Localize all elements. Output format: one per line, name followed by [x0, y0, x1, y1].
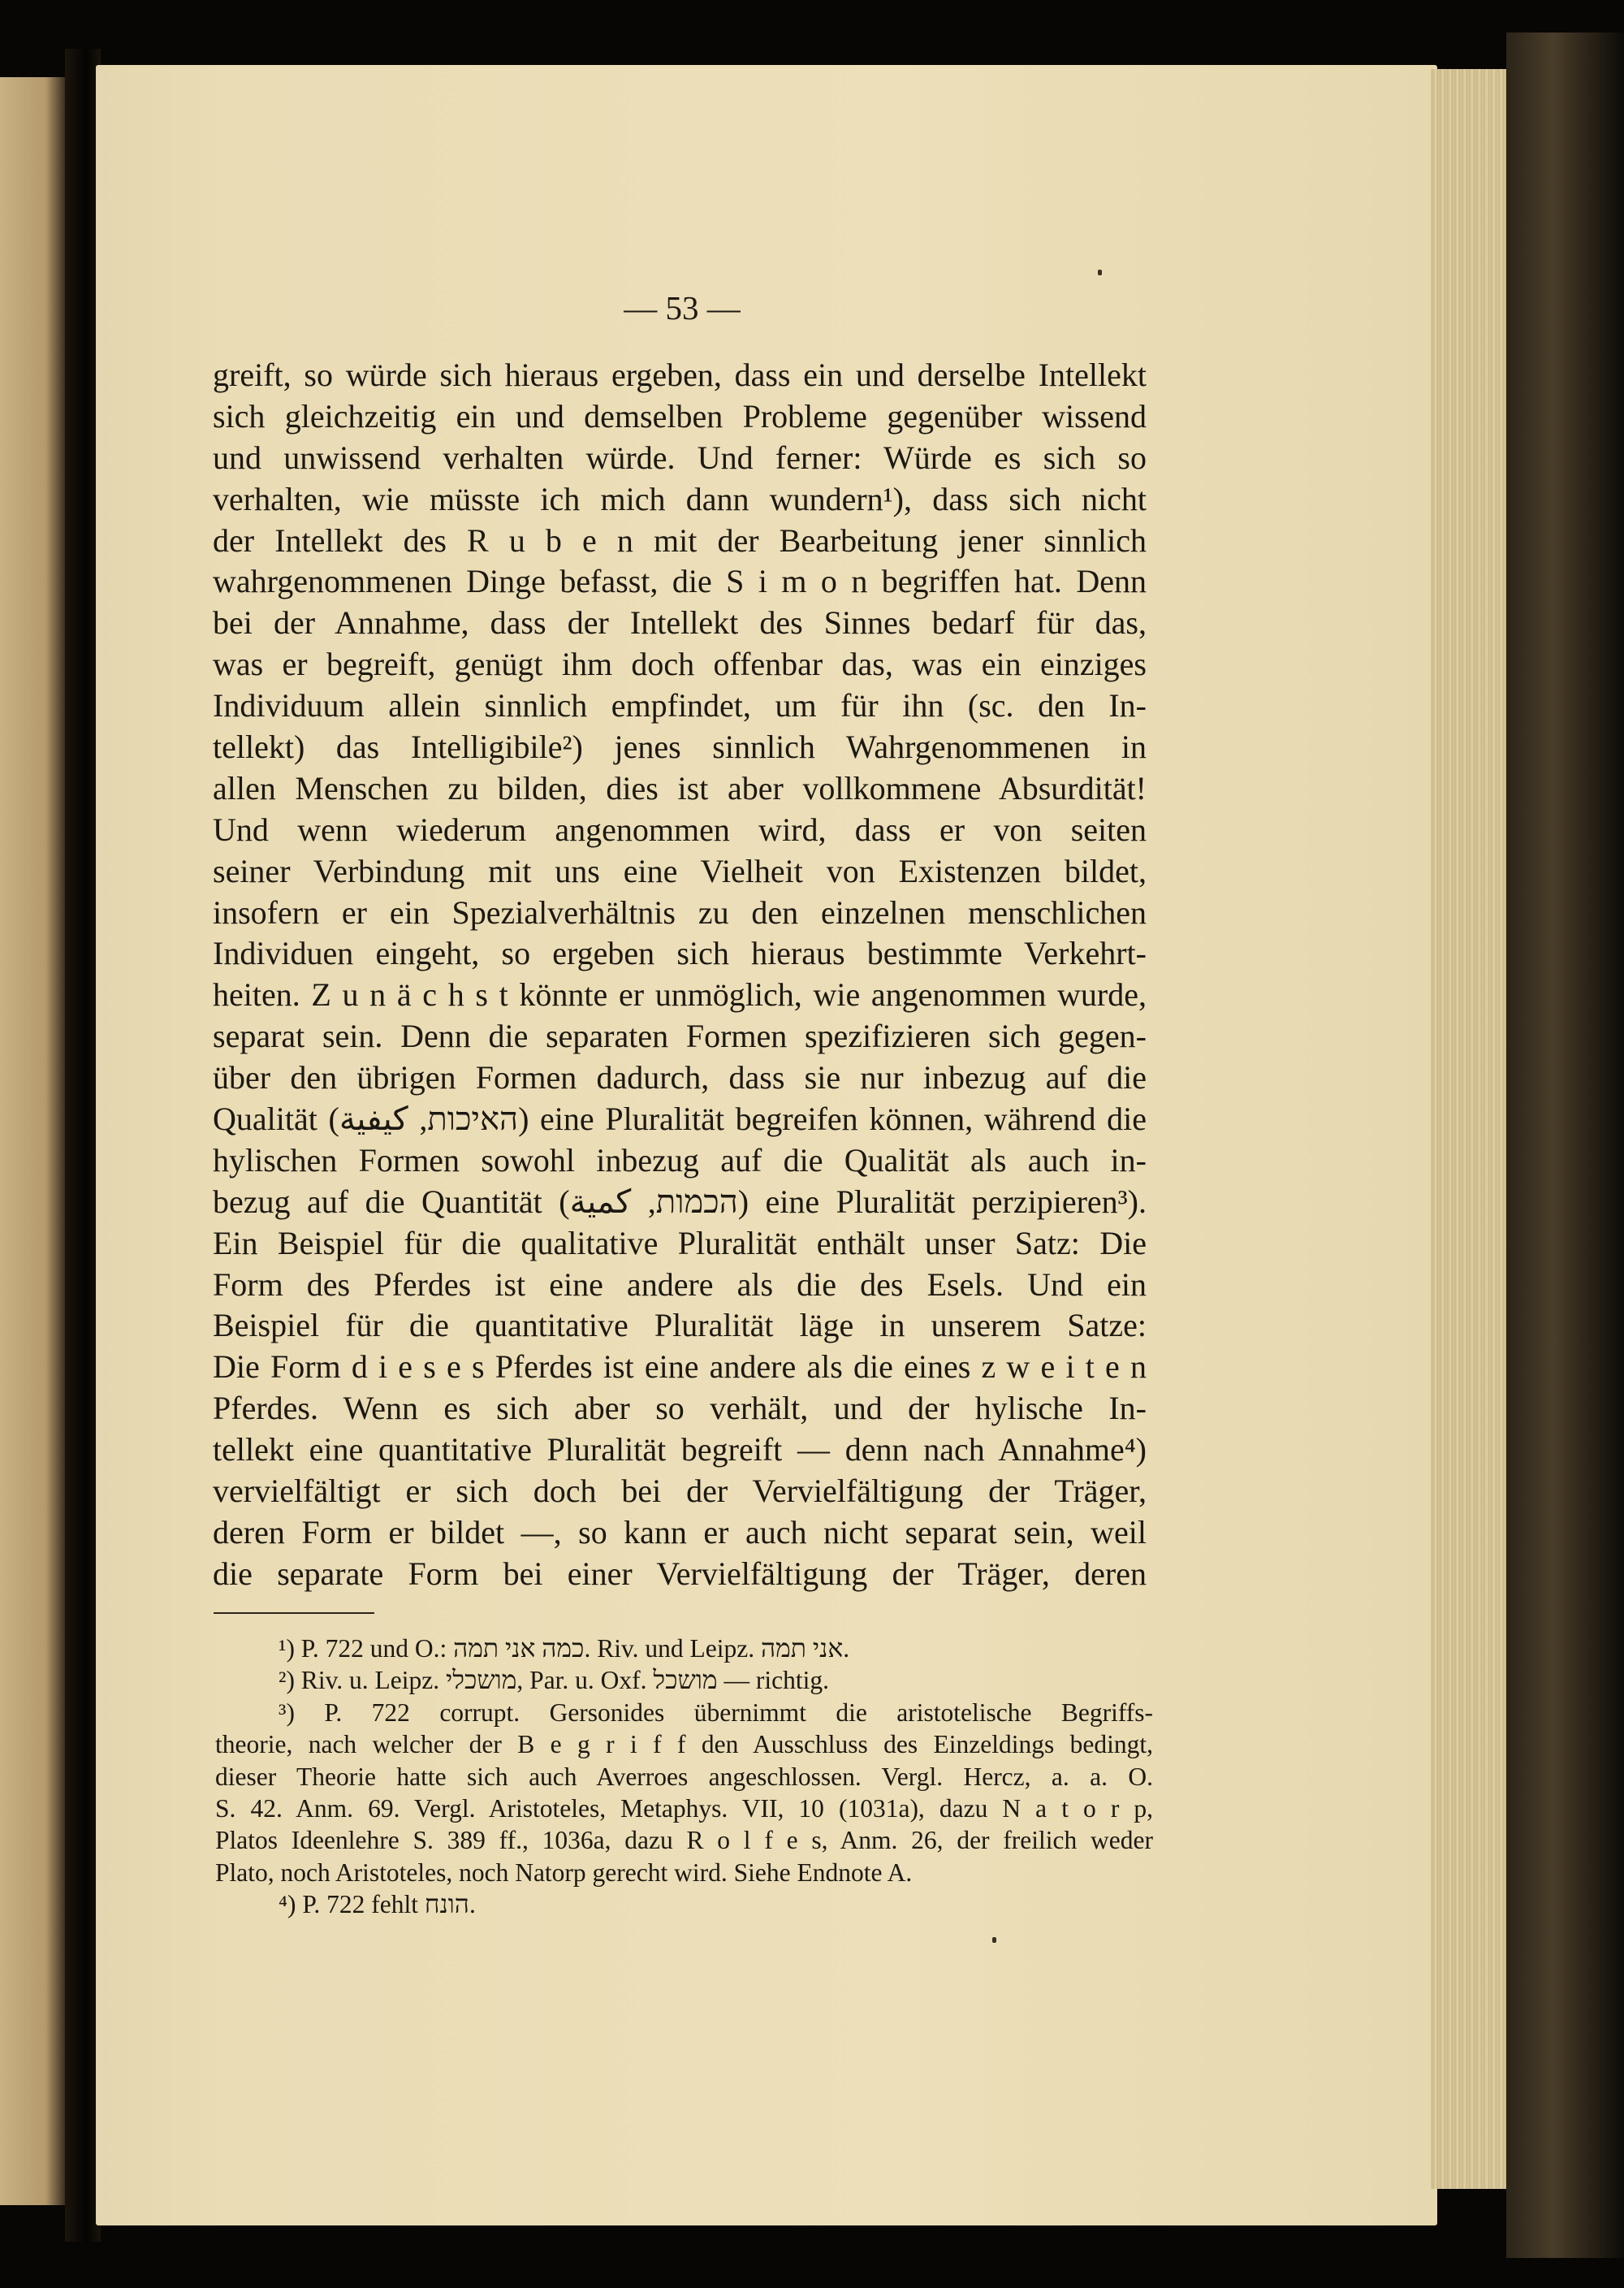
body-line: insofern er ein Spezialverhältnis zu den einzelnen menschlichen — [213, 893, 1147, 931]
footnote-line: ⁴) P. 722 fehlt הונח. — [279, 1890, 476, 1919]
footnote-line: S. 42. Anm. 69. Vergl. Aristoteles, Metaphys. VII, 10 (1031a), dazu N a t o r p, — [215, 1793, 1153, 1823]
body-line: die separate Form bei einer Vervielfältigung der Träger, deren — [213, 1555, 1147, 1592]
body-line: Die Form d i e s e s Pferdes ist eine andere als die eines z w e i t e n — [213, 1348, 1147, 1386]
body-line: wahrgenommenen Dinge befasst, die S i m o n begriffen hat. Denn — [213, 563, 1147, 600]
body-line: Individuum allein sinnlich empfindet, um für ihn (sc. den In- — [213, 687, 1147, 724]
body-line: hylischen Formen sowohl inbezug auf die Qualität als auch in- — [213, 1141, 1147, 1179]
footnote-line: Platos Ideenlehre S. 389 ff., 1036a, dazu R o l f e s, Anm. 26, der freilich weder — [215, 1826, 1153, 1855]
footnote-line: ³) P. 722 corrupt. Gersonides übernimmt die aristotelische Begriffs- — [279, 1698, 1153, 1727]
book-spine — [1506, 32, 1624, 2258]
footnote-line: theorie, nach welcher der B e g r i f f den Ausschluss des Einzeldings bedingt, — [215, 1730, 1153, 1759]
paper-speck — [992, 1937, 996, 1943]
body-line: separat sein. Denn die separaten Formen spezifizieren sich gegen- — [213, 1018, 1147, 1055]
left-page-edge — [0, 77, 65, 2205]
body-text — [213, 355, 1147, 1595]
paper-speck — [1098, 270, 1102, 275]
footnotes — [215, 1633, 1153, 1921]
body-line: bezug auf die Quantität (הכמות, كمية) eine Pluralität perzipieren³). — [213, 1183, 1147, 1220]
body-line: Ein Beispiel für die qualitative Pluralität enthält unser Satz: Die — [213, 1224, 1147, 1261]
body-line: tellekt) das Intelligibile²) jenes sinnlich Wahrgenommenen in — [213, 729, 1147, 766]
body-line: was er begreift, genügt ihm doch offenbar das, was ein einziges — [213, 646, 1147, 683]
footnote-line: Plato, noch Aristoteles, noch Natorp gerecht wird. Siehe Endnote A. — [215, 1858, 913, 1887]
footnote-separator — [214, 1612, 374, 1614]
body-line: greift, so würde sich hieraus ergeben, dass ein und derselbe Intellekt — [213, 357, 1147, 393]
body-line: vervielfältigt er sich doch bei der Vervielfältigung der Träger, — [213, 1473, 1147, 1510]
body-line: Beispiel für die quantitative Pluralität läge in unserem Satze: — [213, 1307, 1147, 1344]
body-line: tellekt eine quantitative Pluralität begreift — denn nach Annahme⁴) — [213, 1431, 1147, 1468]
body-line: über den übrigen Formen dadurch, dass sie nur inbezug auf die — [213, 1059, 1147, 1096]
body-line: Form des Pferdes ist eine andere als die des Esels. Und ein — [213, 1265, 1147, 1303]
body-line: deren Form er bildet —, so kann er auch nicht separat sein, weil — [213, 1513, 1147, 1551]
body-line: heiten. Z u n ä c h s t könnte er unmöglich, wie angenommen wurde, — [213, 976, 1147, 1014]
body-line: Qualität (האיכות, كيفية) eine Pluralität begreifen können, während die — [213, 1101, 1147, 1138]
footnote-line: ²) Riv. u. Leipz. מושכלי, Par. u. Oxf. מושכל — richtig. — [279, 1666, 829, 1695]
body-line: sich gleichzeitig ein und demselben Probleme gegenüber wissend — [213, 397, 1147, 435]
page-number-header: — 53 — — [624, 289, 741, 327]
body-line: Und wenn wiederum angenommen wird, dass er von seiten — [213, 811, 1147, 848]
footnote-line: ¹) P. 722 und O.: כמה אני תמה. Riv. und Leipz. אני תמה. — [279, 1634, 850, 1663]
body-line: Pferdes. Wenn es sich aber so verhält, und der hylische In- — [213, 1390, 1147, 1427]
body-line: Individuen eingeht, so ergeben sich hieraus bestimmte Verkehrt- — [213, 935, 1147, 972]
body-line: bei der Annahme, dass der Intellekt des Sinnes bedarf für das, — [213, 604, 1147, 642]
body-line: der Intellekt des R u b e n mit der Bearbeitung jener sinnlich — [213, 521, 1147, 559]
body-line: verhalten, wie müsste ich mich dann wundern¹), dass sich nicht — [213, 480, 1147, 517]
page-stack-edges — [1431, 69, 1510, 2189]
body-line: seiner Verbindung mit uns eine Vielheit von Existenzen bildet, — [213, 852, 1147, 889]
body-line: und unwissend verhalten würde. Und ferner: Würde es sich so — [213, 439, 1147, 476]
footnote-line: dieser Theorie hatte sich auch Averroes angeschlossen. Vergl. Hercz, a. a. O. — [215, 1762, 1153, 1791]
body-line: allen Menschen zu bilden, dies ist aber vollkommene Absurdität! — [213, 769, 1147, 807]
